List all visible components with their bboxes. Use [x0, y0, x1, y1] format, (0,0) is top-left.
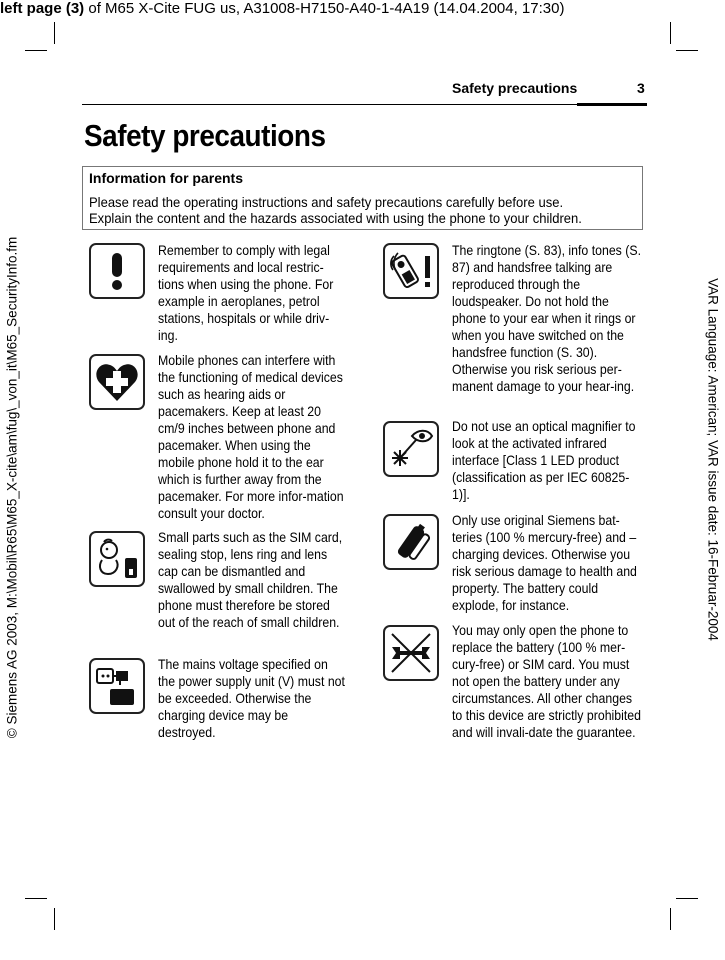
list-item: Small parts such as the SIM card, sealing stop, lens ring and lens cap can be dismantled and swallowed by small children. The phone must therefore be stored out of the reach of small children. [158, 529, 343, 630]
print-header-line [0, 0, 564, 17]
crop-mark [676, 898, 698, 899]
crop-mark [25, 898, 47, 899]
running-header-title: Safety precautions [452, 80, 578, 96]
left-margin-text: © Siemens AG 2003, M:\Mobil\R65\M65_X-cite\am\fug\_von_it\M65_SecurityInfo.fm [4, 236, 20, 739]
info-box-line: Please read the operating instructions and safety precautions carefully before use. [89, 194, 564, 210]
crop-mark [676, 50, 698, 51]
list-item: Mobile phones can interfere with the functioning of medical devices such as hearing aids or pacemakers. Keep at least 20 cm/9 inches between phone and pacemaker. When using the mobile phone hold it to the ear which is further away from the pacemaker. For more infor-mation consult your doctor. [158, 352, 344, 521]
crop-mark [25, 50, 47, 51]
right-margin-text: VAR Language: American; VAR issue date: 16-Februar-2004 [705, 278, 721, 641]
baby-small-parts-icon [89, 531, 145, 587]
list-item: Only use original Siemens bat-teries (100 % mercury-free) and – charging devices. Otherwise you risk serious damage to health and property. The battery could explode, for instance. [452, 512, 637, 613]
header-rule [82, 104, 647, 105]
info-box-line: Explain the content and the hazards associated with using the phone to your children. [89, 210, 582, 226]
crop-mark [54, 908, 55, 930]
page-number: 3 [637, 80, 645, 96]
eye-laser-icon [383, 421, 439, 477]
loud-phone-warning-icon [383, 243, 439, 299]
print-header-bold: left page (3) [0, 0, 85, 17]
battery-icon [383, 514, 439, 570]
page-title: Safety precautions [84, 118, 326, 153]
crop-mark [670, 22, 671, 44]
exclamation-icon [89, 243, 145, 299]
info-box-text [89, 194, 647, 226]
power-supply-icon [89, 658, 145, 714]
medical-cross-heart-icon [89, 354, 145, 410]
header-rule-accent [577, 103, 647, 106]
print-header-rest: of M65 X-Cite FUG us, A31008-H7150-A40-1-4A19 (14.04.2004, 17:30) [84, 0, 565, 17]
info-box-title: Information for parents [89, 170, 244, 186]
no-tools-icon [383, 625, 439, 681]
list-item: The ringtone (S. 83), info tones (S. 87) and handsfree talking are reproduced through the loudspeaker. Do not hold the phone to your ear when it rings or when you have switched on the handsfree function (S. 30). Otherwise you risk serious per-manent damage to your hear-ing. [452, 242, 642, 394]
list-item: Do not use an optical magnifier to look at the activated infrared interface [Class 1 LED product (classification as per IEC 60825-1)]. [452, 418, 636, 502]
parents-info-box [82, 166, 643, 230]
crop-mark [54, 22, 55, 44]
crop-mark [670, 908, 671, 930]
list-item: You may only open the phone to replace the battery (100 % mer-cury-free) or SIM card. You must not open the battery under any circumstances. All other changes to this device are strictly prohibited and will invali-date the guarantee. [452, 622, 641, 740]
list-item: Remember to comply with legal requirements and local restric-tions when using the phone. For example in aeroplanes, petrol stations, hospitals or while driv-ing. [158, 242, 334, 343]
list-item: The mains voltage specified on the power supply unit (V) must not be exceeded. Otherwise the charging device may be destroyed. [158, 656, 345, 740]
